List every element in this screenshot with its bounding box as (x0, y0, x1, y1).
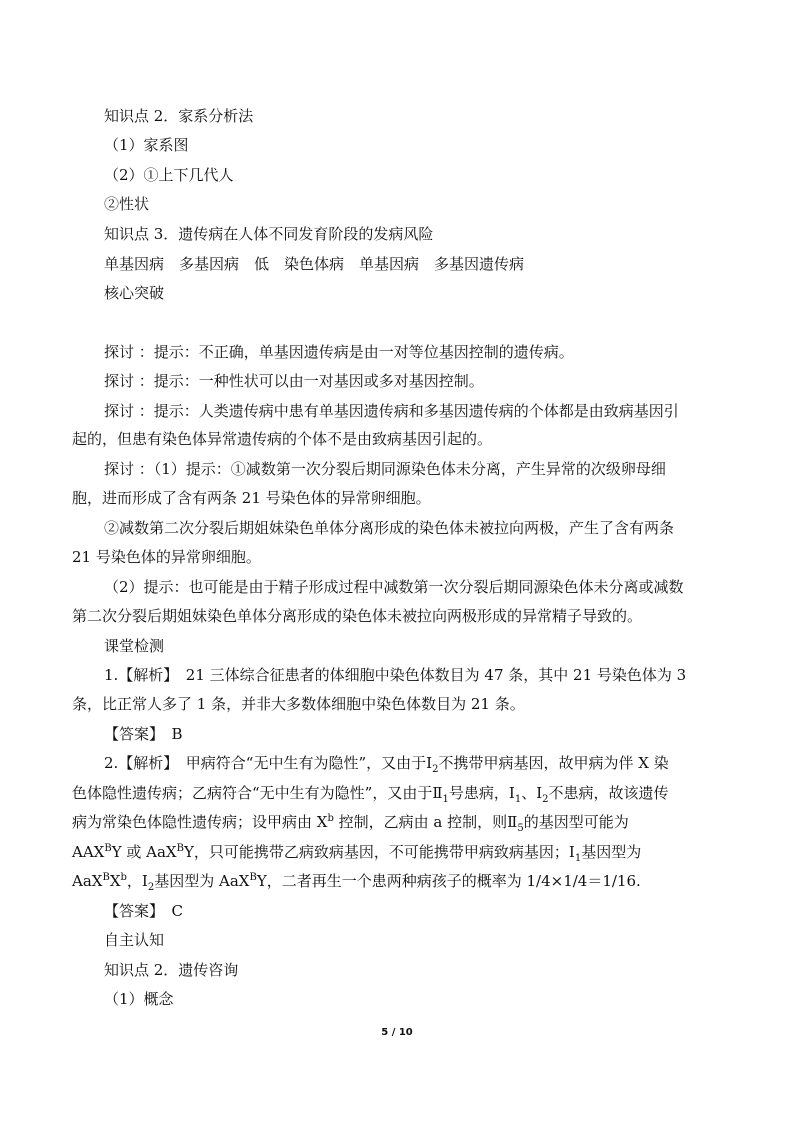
answer-line: 【答案】 B (104, 725, 183, 743)
section-heading: 自主认知 (104, 931, 165, 949)
superscript: b (327, 813, 334, 824)
text-line: 探讨 ：提示：人类遗传病中患有单基因遗传病和多基因遗传病的个体都是由致病基因引 (104, 402, 679, 420)
text-run: AAX (72, 843, 105, 861)
text-run: 基因型为 (581, 843, 642, 861)
text-run: AaX (72, 872, 103, 890)
text-run: 号患病，I (448, 784, 515, 802)
q2-line-4 (72, 842, 641, 862)
text-run: 的基因型可能为 (523, 813, 629, 831)
subscript: 1 (442, 794, 449, 805)
heading-knowledge-point-2b: 知识点 2．遗传咨询 (104, 961, 239, 979)
subscript: 2 (542, 794, 549, 805)
text-line: ②性状 (104, 195, 150, 213)
text-run: 2.【解析】 甲病符合“无中生有为隐性”，又由于I (104, 754, 433, 772)
superscript: B (249, 872, 257, 883)
text-line: 探讨 ：（1）提示：①减数第一次分裂后期同源染色体未分离，产生异常的次级卵母细 (104, 460, 666, 478)
answer-line: 【答案】 C (104, 902, 183, 920)
text-line: （1）概念 (104, 990, 174, 1008)
text-run: ，Ⅰ (126, 872, 148, 890)
text-line: ②减数第二次分裂后期姐妹染色单体分离形成的染色体未被拉向两极，产生了含有两条 (104, 519, 675, 537)
text-line: 胞，进而形成了含有两条 21 号染色体的异常卵细胞。 (72, 489, 431, 507)
text-line: 条，比正常人多了 1 条，并非大多数体细胞中染色体数目为 21 条。 (72, 695, 525, 713)
text-run: 、I (521, 784, 543, 802)
text-line: 第二次分裂后期姐妹染色单体分离形成的染色体未被拉向两极形成的异常精子导致的。 (72, 607, 643, 625)
q2-line-2 (72, 783, 669, 803)
text-line: 1.【解析】 21 三体综合征患者的体细胞中染色体数目为 47 条，其中 21 号染色体为 3 (104, 666, 687, 684)
text-run: Y，只可能携带乙病致病基因，不可能携带甲病致病基因；I (183, 843, 575, 861)
subscript: 2 (432, 764, 439, 775)
text-run: Y 或 AaX (111, 843, 177, 861)
superscript: B (104, 843, 112, 854)
page-number: 5 / 10 (381, 1027, 413, 1038)
text-run: Y，二者再生一个患两种病孩子的概率为 1/4×1/4＝1/16. (256, 872, 641, 890)
text-run: X (109, 872, 121, 890)
q2-line-3 (72, 812, 629, 832)
q2-line-1 (104, 753, 669, 773)
text-line: 21 号染色体的异常卵细胞。 (72, 548, 261, 566)
text-line: 单基因病 多基因病 低 染色体病 单基因病 多基因遗传病 (104, 255, 525, 273)
text-line: 探讨 ：提示：不正确，单基因遗传病是由一对等位基因控制的遗传病。 (104, 343, 574, 361)
subscript: 1 (514, 794, 522, 805)
section-heading: 核心突破 (104, 284, 165, 302)
text-run: 基因型为 AaX (154, 872, 250, 890)
text-run: 色体隐性遗传病；乙病符合“无中生有为隐性”，又由于Ⅱ (72, 784, 443, 802)
q2-line-5 (72, 871, 641, 891)
subscript: 5 (517, 823, 524, 834)
text-line: （2）提示：也可能是由于精子形成过程中减数第一次分裂后期同源染色体未分离或减数 (104, 578, 684, 596)
subscript: 1 (574, 853, 582, 864)
superscript: B (102, 872, 110, 883)
heading-knowledge-point-2: 知识点 2．家系分析法 (104, 107, 254, 125)
text-run: 不携带甲病基因，故甲病为伴 X 染 (438, 754, 669, 772)
subscript: 2 (147, 882, 155, 893)
heading-knowledge-point-3: 知识点 3．遗传病在人体不同发育阶段的发病风险 (104, 225, 434, 243)
text-line: 探讨 ：提示：一种性状可以由一对基因或多对基因控制。 (104, 372, 484, 390)
text-line: 起的，但患有染色体异常遗传病的个体不是由致病基因引起的。 (72, 430, 493, 448)
superscript: b (120, 872, 127, 883)
superscript: B (176, 843, 184, 854)
text-run: 病为常染色体隐性遗传病；设甲病由 X (72, 813, 328, 831)
text-run: 不患病，故该遗传 (548, 784, 669, 802)
text-line: （1）家系图 (104, 136, 189, 154)
text-line: （2）①上下几代人 (104, 166, 234, 184)
text-run: 控制，乙病由 a 控制，则Ⅱ (333, 813, 518, 831)
section-heading: 课堂检测 (104, 637, 165, 655)
